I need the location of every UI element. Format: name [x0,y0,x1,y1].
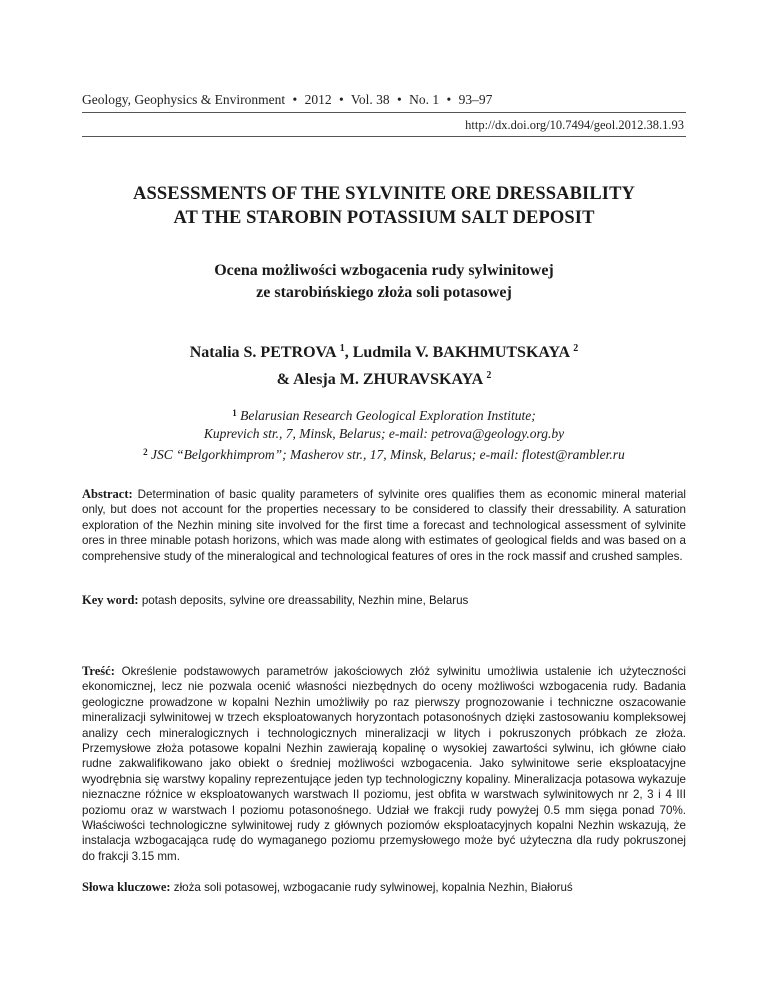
affiliation-address: Kuprevich str., 7, Minsk, Belarus; e-mail: petrova@geology.org.by [203,426,565,441]
header-rule-top [82,112,686,113]
keywords [82,593,686,608]
keywords-label: Key word: [82,593,139,607]
abstract-polish [82,664,686,864]
journal-name: Geology, Geophysics & Environment [82,92,286,107]
affiliation-number: 2 [143,447,148,457]
affiliation-marker: 2 [486,370,492,381]
header-rule-bottom [82,136,686,137]
author-list: Natalia S. PETROVA $^1$, Ludmila V. BAKHMUTSKAYA $^2$ & Alesja M. ZHURAVSKAYA $^2$ [189,343,579,388]
paper-title [82,182,686,230]
abstract [82,487,686,564]
affiliation-marker: 2 [573,343,579,354]
journal-pages: 93–97 [458,92,493,107]
journal-year: 2012 [304,92,332,107]
keywords-polish-text: złoża soli potasowej, wzbogacanie rudy sylwinowej, kopalnia Nezhin, Białoruś [173,881,573,894]
separator-dot: • [292,92,298,107]
author-name: Ludmila V. BAKHMUTSKAYA [352,344,570,361]
abstract-polish-text: Określenie podstawowych parametrów jakościowych złóż sylwinitu umożliwia ustalenie ich użyteczności ekonomicznej, lecz nie pozwala ocenić własności niezbędnych do oceny możliwości wzbogacenia rudy. Badania geologiczne prowadzone w kopalni Nezhin umożliwiły po raz pierwszy prognozowanie i techniczne oszacowanie mineralizacji sylwinitowej w trzech eksploatowanych horyzontach potasonośnych dzięki zastosowaniu kompleksowej analizy cech mineralogicznych i technologicznych mineralizacji w litych i pokruszonych próbkach ze złoża. Przemysłowe złoża potasowe kopalni Nezhin zawierają kopalinę o wysokiej zawartości sylwinu, ich główne ciało rudne zakwalifikowano jako obiekt o średniej możliwości wzbogacenia. Jako sylwinitowe serie eksploatacyjne wyodrębnia się warstwy kopaliny reprezentujące jeden typ technologiczny kopaliny. Mineralizacja potasowa wykazuje nieznaczne różnice w eksploatowanych warstwach II poziomu, jest obfita w warstwach sylwinitowych nr 2, 3 i 4 III poziomu oraz w warstwach I poziomu potasonośnego. Udział we frakcji rudy powyżej 0.5 mm sięga ponad 70%. Właściwości technologiczne sylwinitowej rudy z głównych poziomów eksploatacyjnych kopalni Nezhin wskazują, że instalacja wzbogacająca rudę do wymaganego poziomu przemysłowego może być użyteczna dla rudy pokruszonej do frakcji 3.15 mm. [82,665,686,863]
title-line-1: ASSESSMENTS OF THE SYLVINITE ORE DRESSABILITY [133,184,635,204]
affiliations [60,404,708,464]
journal-issue: No. 1 [409,92,440,107]
title-line-2: AT THE STAROBIN POTASSIUM SALT DEPOSIT [173,208,595,228]
keywords-polish [82,880,686,895]
author-name: Natalia S. PETROVA [189,344,336,361]
title-pl-line-2: ze starobińskiego złoża soli potasowej [256,284,512,301]
affiliation-marker: 1 [339,343,345,354]
affiliation-company: JSC “Belgorkhimprom”; Masherov str., 17, Minsk, Belarus; e-mail: flotest@rambler.ru [151,447,625,462]
journal-citation [82,92,492,108]
doi-link[interactable]: http://dx.doi.org/10.7494/geol.2012.38.1.93 [465,118,684,132]
keywords-polish-label: Słowa kluczowe: [82,880,171,894]
separator-dot: • [446,92,452,107]
abstract-text: Determination of basic quality parameters of sylvinite ores qualifies them as economic mineral material only, but does not account for the properties necessary to be considered to classify their dressability. A saturation exploration of the Nezhin mining site involved for the first time a forecast and technological assessment of sylvinite ores in three minable potash horizons, which was made along with estimates of geological fields and was based on a comprehensive study of the mineralogical and technological features of ores in the rock massif and crushed samples. [82,488,687,563]
abstract-polish-label: Treść: [82,664,115,678]
separator-dot: • [396,92,402,107]
author-name: & Alesja M. ZHURAVSKAYA [276,371,483,388]
title-pl-line-1: Ocena możliwości wzbogacenia rudy sylwinitowej [214,262,554,279]
separator-dot: • [338,92,344,107]
keywords-text: potash deposits, sylvine ore dreassability, Nezhin mine, Belarus [141,594,469,607]
affiliation-number: 1 [232,408,237,418]
affiliation-institute: Belarusian Research Geological Exploration Institute; [240,408,536,423]
paper-title-polish [82,260,686,304]
abstract-label: Abstract: [82,487,133,501]
journal-volume: Vol. 38 [350,92,390,107]
